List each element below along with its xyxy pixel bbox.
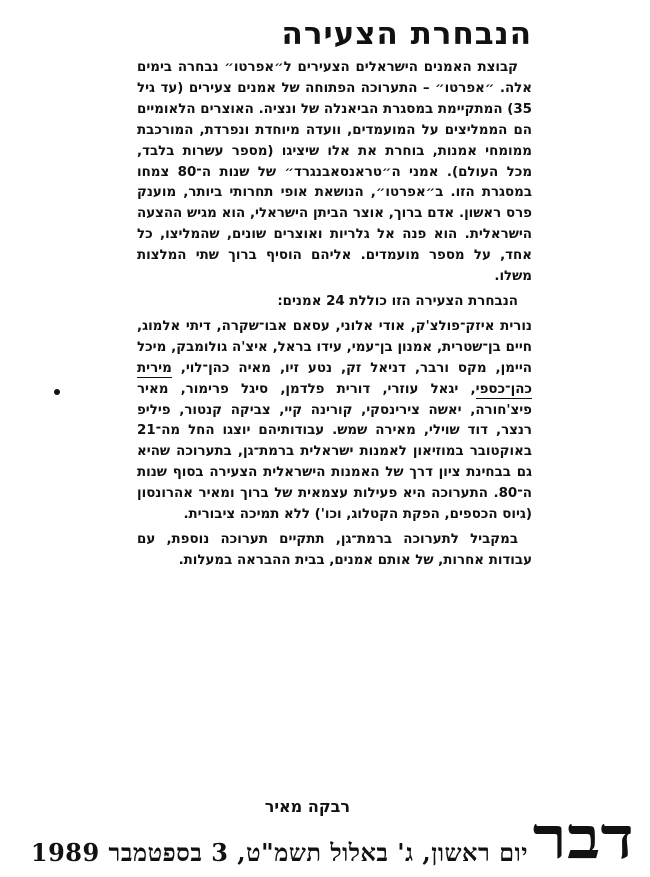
publication-dateline: יום ראשון, ג' באלול תשמ"ט, 3 בספטמבר 1989 — [30, 838, 528, 867]
article-headline: הנבחרת הצעירה — [281, 16, 532, 52]
article-paragraph-intro: קבוצת האמנים הישראלים הצעירים ל״אפרטו״ נבחרה בימים אלה. ״אפרטו״ – התערוכה הפתוחה של אמנים צעירים (עד גיל 35) המתקיימת במסגרת הביאנלה של ונציה. האוצרים הלאומיים הם הממליצים על המועמדים, וועדה מיוחדת ונפרדת, המורכבת ממומחי אמנות, בוחרת את אלו שיציגו (מספר עשרות בלבד, מכל העולם). אמני ה״טראנסאבנגרד״ של שנות ה־80 צמחו במסגרת הזו. ב״אפרטו״, הנושאת אופי תחרותי ביותר, מוענק פרס ראשון. אדם ברוך, אוצר הביתן הישראלי, הוא מגיש ההצעה הישראלית. הוא פנה אל גלריות ואוצרים שונים, שהמליצו, כל אחד, על מספר מועמדים. אליהם הוסיף ברוך שתי המלצות משלו. — [137, 60, 533, 285]
underlined-artist-name: מירית כהן־כספי — [137, 360, 532, 397]
article-author: רבקה מאיר — [264, 797, 350, 816]
article-body — [137, 58, 532, 576]
artist-list-part-one: נורית איזק־פולצ'ק, אודי אלוני, עסאם אבו־שקרה, דיתי אלמוג, חיים בן־שטרית, אמנון בן־עמי, עידו בראל, איצ'ה גולומבק, מיכל היימן, מקס ורבר, דניאל זק, נטע זיו, מאיה כהן־לוי, — [137, 318, 533, 376]
article-paragraph-closing: במקביל לתערוכה ברמת־גן, תתקיים תערוכה נוספת, עם עבודות אחרות, של אותם אמנים, בבית ההבראה במעלות. — [137, 531, 532, 568]
artist-list-paragraph — [137, 317, 532, 526]
newspaper-masthead-logo: דבר — [532, 804, 634, 872]
article-paragraph-lead: הנבחרת הצעירה הזו כוללת 24 אמנים: — [277, 293, 518, 309]
ink-speck — [54, 389, 60, 395]
artist-list-part-two: , יגאל עוזרי, דורית פלדמן, סיגל פרימור, מאיר פיצ'חורה, יאשה צירינסקי, קורינה קיי, צביקה קנטור, פיליפ רנצר, דוד שוילי, מאירה שמש. עבודותיהם יוצגו החל מה־21 באוקטובר במוזיאון לאמנות ישראלית ברמת־גן, בתערוכה שהיא גם בבחינת ציון דרך של האמנות הישראלית הצעירה בסוף שנות ה־80. התערוכה היא פעילות עצמאית של ברוך ומאיר אהרונסון (גיוס הכספים, הפקת הקטלוג, וכו') ללא תמיכה ציבורית. — [137, 381, 532, 523]
